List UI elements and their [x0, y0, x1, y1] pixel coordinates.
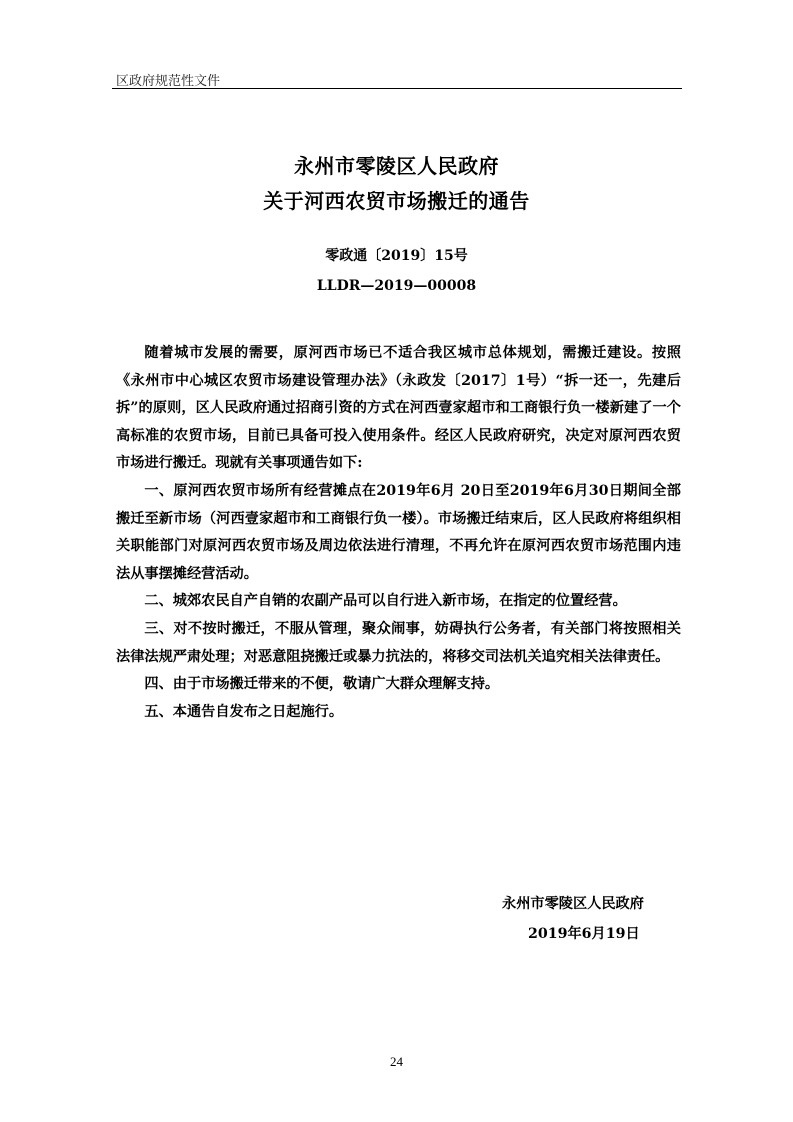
notice-body — [116, 340, 681, 726]
page-number: 24 — [390, 1054, 403, 1069]
body-paragraph-item-2: 二、城郊农民自产自销的农副产品可以自行进入新市场，在指定的位置经营。 — [144, 593, 627, 610]
signature-block — [502, 889, 644, 949]
body-paragraph-item-4: 四、由于市场搬迁带来的不便，敬请广大群众理解支持。 — [144, 676, 500, 693]
body-paragraph-item-1: 一、原河西农贸市场所有经营摊点在2019年6月 20日至2019年6月30日期间全部搬迁至新市场（河西壹家超市和工商银行负一楼）。市场搬迁结束后，区人民政府将组织相关职能部门对原河西农贸市场及周边依法进行清理，不再允许在原河西农贸市场范围内违法从事摆摊经营活动。 — [116, 482, 681, 582]
document-category-header: 区政府规范性文件 — [116, 74, 221, 89]
document-issue-number: 零政通〔2019〕15号 — [325, 248, 468, 264]
document-registration-code: LLDR—2019—00008 — [316, 278, 477, 294]
document-title-subject: 关于河西农贸市场搬迁的通告 — [263, 189, 530, 213]
signature-date: 2019年6月19日 — [528, 926, 640, 942]
document-title-issuer: 永州市零陵区人民政府 — [294, 154, 499, 178]
signature-organization: 永州市零陵区人民政府 — [502, 896, 644, 912]
header-divider — [112, 88, 682, 89]
body-paragraph-item-3: 三、对不按时搬迁，不服从管理，聚众闹事，妨碍执行公务者，有关部门将按照相关法律法规严肃处理；对恶意阻挠搬迁或暴力抗法的，将移交司法机关追究相关法律责任。 — [116, 620, 681, 665]
body-paragraph-item-5: 五、本通告自发布之日起施行。 — [144, 703, 344, 720]
body-paragraph-intro: 随着城市发展的需要，原河西市场已不适合我区城市总体规划，需搬迁建设。按照《永州市中心城区农贸市场建设管理办法》（永政发〔2017〕1号）“拆一还一，先建后拆”的原则，区人民政府通过招商引资的方式在河西壹家超市和工商银行负一楼新建了一个高标准的农贸市场，目前已具备可投入使用条件。经区人民政府研究，决定对原河西农贸市场进行搬迁。现就有关事项通告如下: — [116, 345, 681, 472]
